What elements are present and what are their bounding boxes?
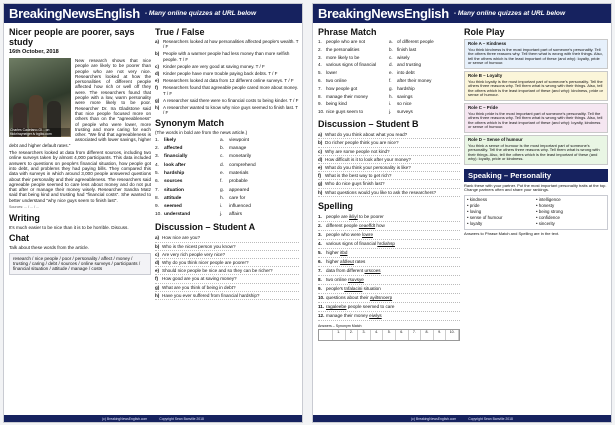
item-number: 2. [155, 146, 160, 152]
item-letter: h) [155, 292, 160, 298]
page-footer [313, 415, 611, 422]
speaking-heading: Speaking – Personality [464, 169, 608, 182]
answer-cell[interactable] [333, 335, 346, 340]
list-item [155, 251, 299, 259]
spelling-text: people's tnfalacini situation [326, 286, 381, 292]
list-item [155, 292, 299, 300]
list-item [318, 267, 460, 276]
item-letter: h. [389, 93, 393, 99]
item-number: 8. [155, 195, 160, 201]
worksheet-page-2 [312, 3, 612, 423]
synonym-option[interactable]: materials [229, 170, 249, 176]
item-letter: e) [155, 268, 160, 274]
item-text: Kinder people have more trouble paying back debts. T / F [163, 71, 278, 77]
left-column [9, 27, 151, 413]
item-letter: c. [220, 154, 224, 160]
answer-cell[interactable] [421, 335, 434, 340]
item-number: 8. [318, 277, 322, 283]
item-letter: i. [389, 101, 392, 107]
item-text: Researchers found that agreeable people cared more about money. T / F [163, 85, 299, 96]
item-letter: b. [220, 146, 225, 152]
scrambled-word[interactable]: urscoes [364, 268, 381, 274]
phrase-start: the personalities [326, 46, 360, 52]
trait-item: • pride [467, 203, 480, 209]
item-text: People with a warmer people had less money than more selfish people. T / F [163, 51, 290, 62]
left-column [318, 27, 460, 413]
spelling-text: questions about their ayiltsnoerp [326, 295, 393, 301]
question-text: Who do nice guys finish last? [325, 181, 385, 187]
item-letter: a. [220, 137, 225, 143]
list-item[interactable] [155, 78, 299, 83]
item-letter: g) [318, 181, 323, 187]
answer-cell-label: 7. [409, 330, 422, 335]
list-item [318, 312, 460, 321]
item-letter: d) [318, 156, 323, 162]
brand-tagline: - Many online quizzes at URL below [144, 10, 257, 17]
item-number: 10. [318, 109, 325, 115]
list-item[interactable] [155, 105, 299, 115]
role-card [464, 39, 608, 69]
synonym-word: affected [164, 146, 183, 152]
phrase-match-grid [318, 39, 460, 114]
trait-item: • loving [467, 209, 482, 215]
item-letter: g. [220, 187, 225, 193]
article-paragraph: New research shows that nice people are likely to be poorer than people who are not very nice. Researchers looked at how the personalities of different people affected how rich or well off they were. The researchers found that people with a low, warm personality were more likely to be poor. Researcher Dr. Ira Gladstone said that nice people focused more on others than on the "agreeableness" of people who were lower, more trusting and more caring for each other. "We find that agreeableness is associated with lower savings, higher debt and higher default rates." [9, 58, 151, 148]
item-letter: e) [155, 78, 160, 84]
item-letter: c) [155, 251, 160, 257]
phrase-start: manage their money [326, 93, 368, 99]
brand-tagline: - Many online quizzes at URL below [453, 10, 566, 17]
list-item [318, 189, 460, 197]
phrase-start: lower [326, 70, 337, 76]
answer-cell-label: 2. [346, 330, 359, 335]
discussion-b-list [318, 131, 460, 197]
writing-heading: Writing [9, 213, 40, 224]
answer-cell[interactable] [346, 335, 359, 340]
phrase-start: people who are not [326, 39, 366, 44]
speaking-intro: Rank these with your partner. Put the most important personality traits at the top. Change partners often and share your rankings. [464, 182, 607, 193]
answers-corner [319, 335, 333, 340]
role-title: Role D – Sense of humour [468, 136, 523, 142]
item-number: 4. [318, 62, 322, 68]
item-letter: d. [220, 162, 225, 168]
synonym-word: hardship [164, 170, 185, 176]
phrase-end[interactable]: of different people [397, 39, 434, 44]
footer-text: (c) BreakingNewsEnglish.com [102, 416, 148, 421]
role-text: You think pride is the most important part of someone's personality. Tell the others three reasons why. Tell them what is wrong with their things. Also, tell the others which is the least important of these (and why): loyalty, kindness or sense of humour. [468, 110, 603, 130]
article-title: Nicer people are poorer, says study [9, 27, 135, 47]
trait-item: • being strong [536, 209, 563, 215]
answer-cell-label: 10. [446, 330, 459, 335]
item-letter: f) [318, 173, 322, 179]
phrase-end[interactable]: and trusting [397, 62, 422, 68]
item-letter: g. [389, 85, 393, 91]
synonym-heading: Synonym Match [155, 118, 225, 129]
item-letter: h. [220, 195, 225, 201]
item-number: 4. [155, 162, 160, 168]
phrase-start: various signs of financial [326, 62, 377, 68]
article-sources: Sources: ... / ... / ... [9, 205, 40, 210]
answers-box [318, 324, 460, 341]
spelling-text: higher afdleut rates [326, 259, 366, 265]
phrase-start: more likely to be [326, 54, 360, 60]
answers-note: Answers to Phrase Match and Spelling are in the text. [464, 231, 560, 237]
item-text: Researchers looked at data from 12 different online surveys. T / F [163, 78, 294, 84]
list-item [318, 258, 460, 267]
role-text: You think kindness is the most important part of someone's personality. Tell the others three reasons why. Tell them what is wrong with their things. Also, tell the others which is the least important of these (and why): loyalty, pride or sense of humour. [468, 46, 603, 66]
phrase-end[interactable]: finish last [397, 46, 417, 52]
role-text: You think a sense of humour is the most important part of someone's personality. Tell the others three reasons why. Tell them what is wrong with their things. Also, tell the others which is the least important of these (and why): loyalty, pride or kindness. [468, 142, 600, 162]
question-text: How difficult is it to look after your money? [325, 156, 411, 162]
list-item[interactable] [155, 39, 299, 49]
item-number: 4. [318, 241, 322, 247]
item-number: 9. [155, 204, 160, 210]
synonym-word: attitude [164, 195, 182, 201]
list-item [318, 303, 460, 312]
discussion-a-list [155, 234, 299, 300]
footer-text: (c) BreakingNewsEnglish.com [411, 416, 457, 421]
synonym-option[interactable]: influenced [229, 204, 251, 210]
phrase-end[interactable]: so nice [397, 101, 412, 107]
synonym-word: situation [164, 187, 184, 193]
scrambled-word[interactable]: lowre [362, 232, 373, 238]
spelling-text: people who were lowre [326, 232, 373, 238]
item-number: 7. [318, 85, 322, 91]
list-item [318, 285, 460, 294]
synonym-word: sources [164, 179, 183, 185]
item-text: A researcher wanted to know why nice guys seemed to finish last. T / F [163, 105, 298, 116]
spelling-text: ragaleebe people seemed to care [326, 304, 395, 310]
scrambled-word[interactable]: afdleut [340, 259, 354, 265]
true-false-list [155, 39, 299, 115]
list-item [318, 180, 460, 188]
item-number: 6. [318, 259, 322, 265]
article-photo [9, 58, 71, 137]
scrambled-word[interactable]: ayiltsnoerp [369, 295, 393, 301]
scrambled-word[interactable]: ceaeffdt [358, 223, 376, 229]
synonym-word: likely [164, 137, 177, 143]
item-letter: d) [155, 71, 160, 77]
synonym-note: (The words in bold are from the news article.) [155, 130, 248, 136]
role-card [464, 71, 608, 101]
item-letter: f) [155, 276, 159, 282]
item-number: 9. [318, 286, 322, 292]
phrase-end[interactable]: into debt [397, 70, 415, 76]
question-text: How nice are you? [162, 235, 201, 241]
list-item [318, 222, 460, 231]
page-header [313, 4, 611, 23]
phrase-end[interactable]: hardship [397, 85, 415, 91]
item-letter: b) [155, 243, 160, 249]
phrase-end[interactable]: savings [397, 93, 413, 99]
scrambled-word[interactable]: ragaleebe [326, 304, 347, 310]
item-number: 6. [318, 77, 322, 83]
answer-cell[interactable] [371, 335, 384, 340]
item-number: 2. [318, 223, 322, 229]
chat-heading: Chat [9, 233, 29, 244]
item-number: 5. [318, 70, 322, 76]
list-item [318, 139, 460, 147]
footer-text: Copyright Sean Banville 2018 [159, 416, 204, 421]
answer-cell[interactable] [409, 335, 422, 340]
item-letter: g) [155, 97, 160, 103]
speaking-section [464, 184, 608, 237]
list-item[interactable] [155, 51, 299, 61]
item-letter: c) [318, 148, 323, 154]
question-text: What is the best way to get rich? [325, 173, 392, 179]
spelling-text: different people ceaeffdt how [326, 223, 385, 229]
item-letter: c) [155, 63, 160, 69]
question-text: Do richer people think you are nice? [325, 140, 399, 146]
question-text: Who is the nicest person you know? [162, 243, 236, 249]
item-letter: e. [389, 70, 393, 76]
item-number: 7. [155, 187, 160, 193]
scrambled-word[interactable]: ikliyl [349, 214, 358, 220]
spelling-text: manage their money eiwlys [326, 313, 382, 319]
item-letter: a) [318, 132, 323, 138]
role-title: Role B – Loyalty [468, 72, 503, 78]
item-letter: h) [318, 189, 323, 195]
item-number: 6. [155, 179, 160, 185]
answers-grid [318, 329, 460, 341]
trait-item: • kindness [467, 197, 488, 203]
item-letter: f) [155, 85, 158, 91]
answer-cell-label: 8. [421, 330, 434, 335]
answer-cell-label: 5. [383, 330, 396, 335]
trait-item: • sincerity [536, 221, 555, 227]
item-number: 3. [318, 54, 322, 60]
page-footer [4, 415, 302, 422]
item-letter: f. [220, 179, 223, 185]
answer-cell[interactable] [358, 335, 371, 340]
item-letter: j. [389, 109, 392, 115]
list-item[interactable] [155, 71, 299, 76]
phrase-match-heading: Phrase Match [318, 27, 377, 37]
brand-title: BreakingNewsEnglish [318, 6, 449, 21]
right-column [464, 27, 608, 413]
item-letter: e) [318, 164, 323, 170]
answers-label: Answers – Synonym Match [318, 323, 362, 328]
role-text: You think loyalty is the most important part of someone's personality. Tell the others three reasons why. Tell them what is wrong with their things. Also, tell the others which is the least important of these (and why): kindness, pride or sense of humour. [468, 78, 603, 98]
phrase-start: being kind [326, 101, 347, 107]
phrase-start: how people got [326, 85, 358, 91]
synonym-option[interactable]: comprehend [229, 162, 256, 168]
list-item [318, 148, 460, 156]
phrase-end[interactable]: after their money [397, 77, 432, 83]
question-text: Are very rich people very nice? [162, 251, 226, 257]
trait-item: • intelligence [536, 197, 561, 203]
list-item [318, 231, 460, 240]
list-item [155, 243, 299, 251]
list-item [318, 131, 460, 139]
phrase-start: nice guys seem to [326, 109, 364, 115]
list-item [155, 259, 299, 267]
item-number: 2. [318, 46, 322, 52]
spelling-text: people are ikliyl to be poorer [326, 214, 384, 220]
synonym-word: look after [164, 162, 186, 168]
item-letter: b) [318, 140, 323, 146]
list-item [318, 294, 460, 303]
list-item[interactable] [155, 98, 299, 103]
scrambled-word[interactable]: tnfalacini [344, 286, 363, 292]
item-letter: f. [389, 77, 392, 83]
list-item [155, 275, 299, 283]
item-text: Kinder people are very good at saving money. T / F [163, 63, 265, 69]
item-number: 5. [155, 170, 160, 176]
synonym-word: understand [164, 212, 191, 218]
item-number: 1. [318, 39, 322, 44]
item-letter: i. [220, 204, 223, 210]
question-text: Why are some people not kind? [325, 148, 390, 154]
spelling-text: higher itbd [326, 250, 348, 256]
answer-cell[interactable] [383, 335, 396, 340]
page-header [4, 4, 302, 23]
phrase-end[interactable]: wisely [397, 54, 410, 60]
item-letter: e. [220, 170, 225, 176]
list-item [155, 267, 299, 275]
item-number: 1. [318, 214, 322, 220]
list-item [318, 164, 460, 172]
list-item[interactable] [155, 85, 299, 95]
item-text: Researchers looked at how personalities affected people's wealth. T / F [163, 39, 299, 50]
list-item [318, 240, 460, 249]
spelling-text: data from different urscoes [326, 268, 381, 274]
answer-cell[interactable] [396, 335, 409, 340]
list-item[interactable] [155, 64, 299, 69]
item-letter: d) [155, 260, 160, 266]
role-play-heading: Role Play [464, 27, 505, 37]
spelling-heading: Spelling [318, 200, 354, 211]
list-item [318, 249, 460, 258]
article-date: 16th October, 2018 [9, 49, 59, 55]
role-card [464, 103, 608, 133]
answer-cell-label: 3. [358, 330, 371, 335]
list-item [318, 172, 460, 180]
discussion-b-heading: Discussion – Student B [318, 119, 419, 130]
synonym-option[interactable]: manage [229, 146, 247, 152]
footer-text: Copyright Sean Banville 2018 [468, 416, 513, 421]
scrambled-word[interactable]: rsuvsye [347, 277, 364, 283]
item-letter: a. [389, 39, 393, 44]
list-item [318, 213, 460, 222]
answer-cell-label: 4. [371, 330, 384, 335]
list-item [155, 234, 299, 242]
answer-cell[interactable] [434, 335, 447, 340]
question-text: How good are you at saving money? [162, 276, 237, 282]
question-text: Should nice people be nice and so they can be richer? [162, 268, 273, 274]
item-number: 7. [318, 268, 322, 274]
item-number: 10. [155, 212, 162, 218]
item-letter: j. [220, 212, 223, 218]
item-number: 12. [318, 313, 325, 319]
item-number: 3. [318, 232, 322, 238]
synonym-word: seemed [164, 204, 182, 210]
trait-item: • honesty [536, 203, 555, 209]
item-number: 9. [318, 101, 322, 107]
trait-item: • confidence [536, 215, 560, 221]
question-text: What do you think about what you read? [325, 132, 408, 138]
scrambled-word[interactable]: eiwlys [369, 313, 382, 319]
trait-item: • loyalty [467, 221, 483, 227]
list-item [318, 156, 460, 164]
traits-grid [464, 195, 608, 230]
item-text: A researcher said there were no financial costs to being kinder. T / F [163, 97, 299, 103]
item-letter: g) [155, 284, 160, 290]
answer-cell-label: 1. [333, 330, 346, 335]
item-number: 5. [318, 250, 322, 256]
answer-cell-label: 6. [396, 330, 409, 335]
spelling-list [318, 213, 460, 321]
item-number: 11. [318, 304, 325, 310]
chat-word-list: research / nice people / poor / personality / affect / money / trusting / caring / debt / sources / online surveys / participants / financial situation / attitude / manage / costs [9, 253, 151, 275]
synonym-option[interactable]: appeared [229, 187, 250, 193]
synonym-option[interactable]: affairs [229, 212, 242, 218]
item-letter: a) [155, 235, 160, 241]
trait-item: • sense of humour [467, 215, 503, 221]
role-title: Role A – Kindness [468, 41, 507, 46]
scrambled-word[interactable]: itbd [340, 250, 348, 256]
synonym-option[interactable]: monetarily [229, 154, 252, 160]
item-letter: a) [155, 39, 160, 44]
synonym-option[interactable]: probable [229, 179, 248, 185]
item-number: 8. [318, 93, 322, 99]
scrambled-word[interactable]: hrdiahsp [377, 241, 395, 247]
item-letter: b) [155, 51, 160, 57]
true-false-heading: True / False [155, 27, 205, 37]
phrase-end[interactable]: surveys [397, 109, 413, 115]
article-paragraph: The researchers looked at data from different sources, including two online surveys taken by almost 4,000 participants. This data included answers to questions on people's financial situation, how people got into debt, and problems they had paying bills. They compared this data with surveys in which around 3,000 people answered questions about their personality and their agreeableness. The researchers said agreeable people seemed to care less about money and do not put that after or manage their money wisely. Researcher Sandra Matz said that being kind and trusting had "financial costs". She wanted to better understand "why nice guys seem to finish last". [9, 150, 151, 203]
answer-cell[interactable] [446, 335, 459, 340]
synonym-grid [155, 138, 299, 218]
right-column [155, 27, 299, 413]
writing-prompt: It's much easier to be nice than it is to be horrible. Discuss. [9, 225, 129, 231]
list-item [318, 276, 460, 285]
synonym-option[interactable]: viewpoint [229, 137, 249, 143]
chat-intro: Talk about these words from the article. [9, 245, 89, 251]
question-text: What do you think your personality is like? [325, 164, 411, 170]
phrase-start: two online [326, 77, 347, 83]
item-letter: b. [389, 46, 393, 52]
question-text: What questions would you like to ask the researchers? [325, 189, 437, 195]
spelling-text: various signs of financial hrdiahsp [326, 241, 395, 247]
item-letter: d. [389, 62, 393, 68]
synonym-option[interactable]: care for [229, 195, 246, 201]
question-text: What are you think of being in debt? [162, 284, 236, 290]
worksheet-page-1 [3, 3, 303, 423]
item-letter: c. [389, 54, 393, 60]
question-text: Why do you think nicer people are poorer? [162, 260, 249, 266]
item-number: 3. [155, 154, 160, 160]
answer-cell-label: 9. [434, 330, 447, 335]
photo-caption: Charles Cadetano-Gl... on flickr/rayneiger.lv bgibc.com [10, 128, 70, 136]
list-item [155, 284, 299, 292]
synonym-word: financially [164, 154, 188, 160]
discussion-a-heading: Discussion – Student A [155, 222, 256, 233]
role-title: Role C – Pride [468, 104, 498, 110]
question-text: Have you ever suffered from financial hardship? [162, 292, 260, 298]
brand-title: BreakingNewsEnglish [9, 6, 140, 21]
item-letter: h) [155, 105, 160, 111]
spelling-text: two online rsuvsye [326, 277, 364, 283]
role-card [464, 135, 608, 165]
item-number: 10. [318, 295, 325, 301]
item-number: 1. [155, 137, 160, 143]
